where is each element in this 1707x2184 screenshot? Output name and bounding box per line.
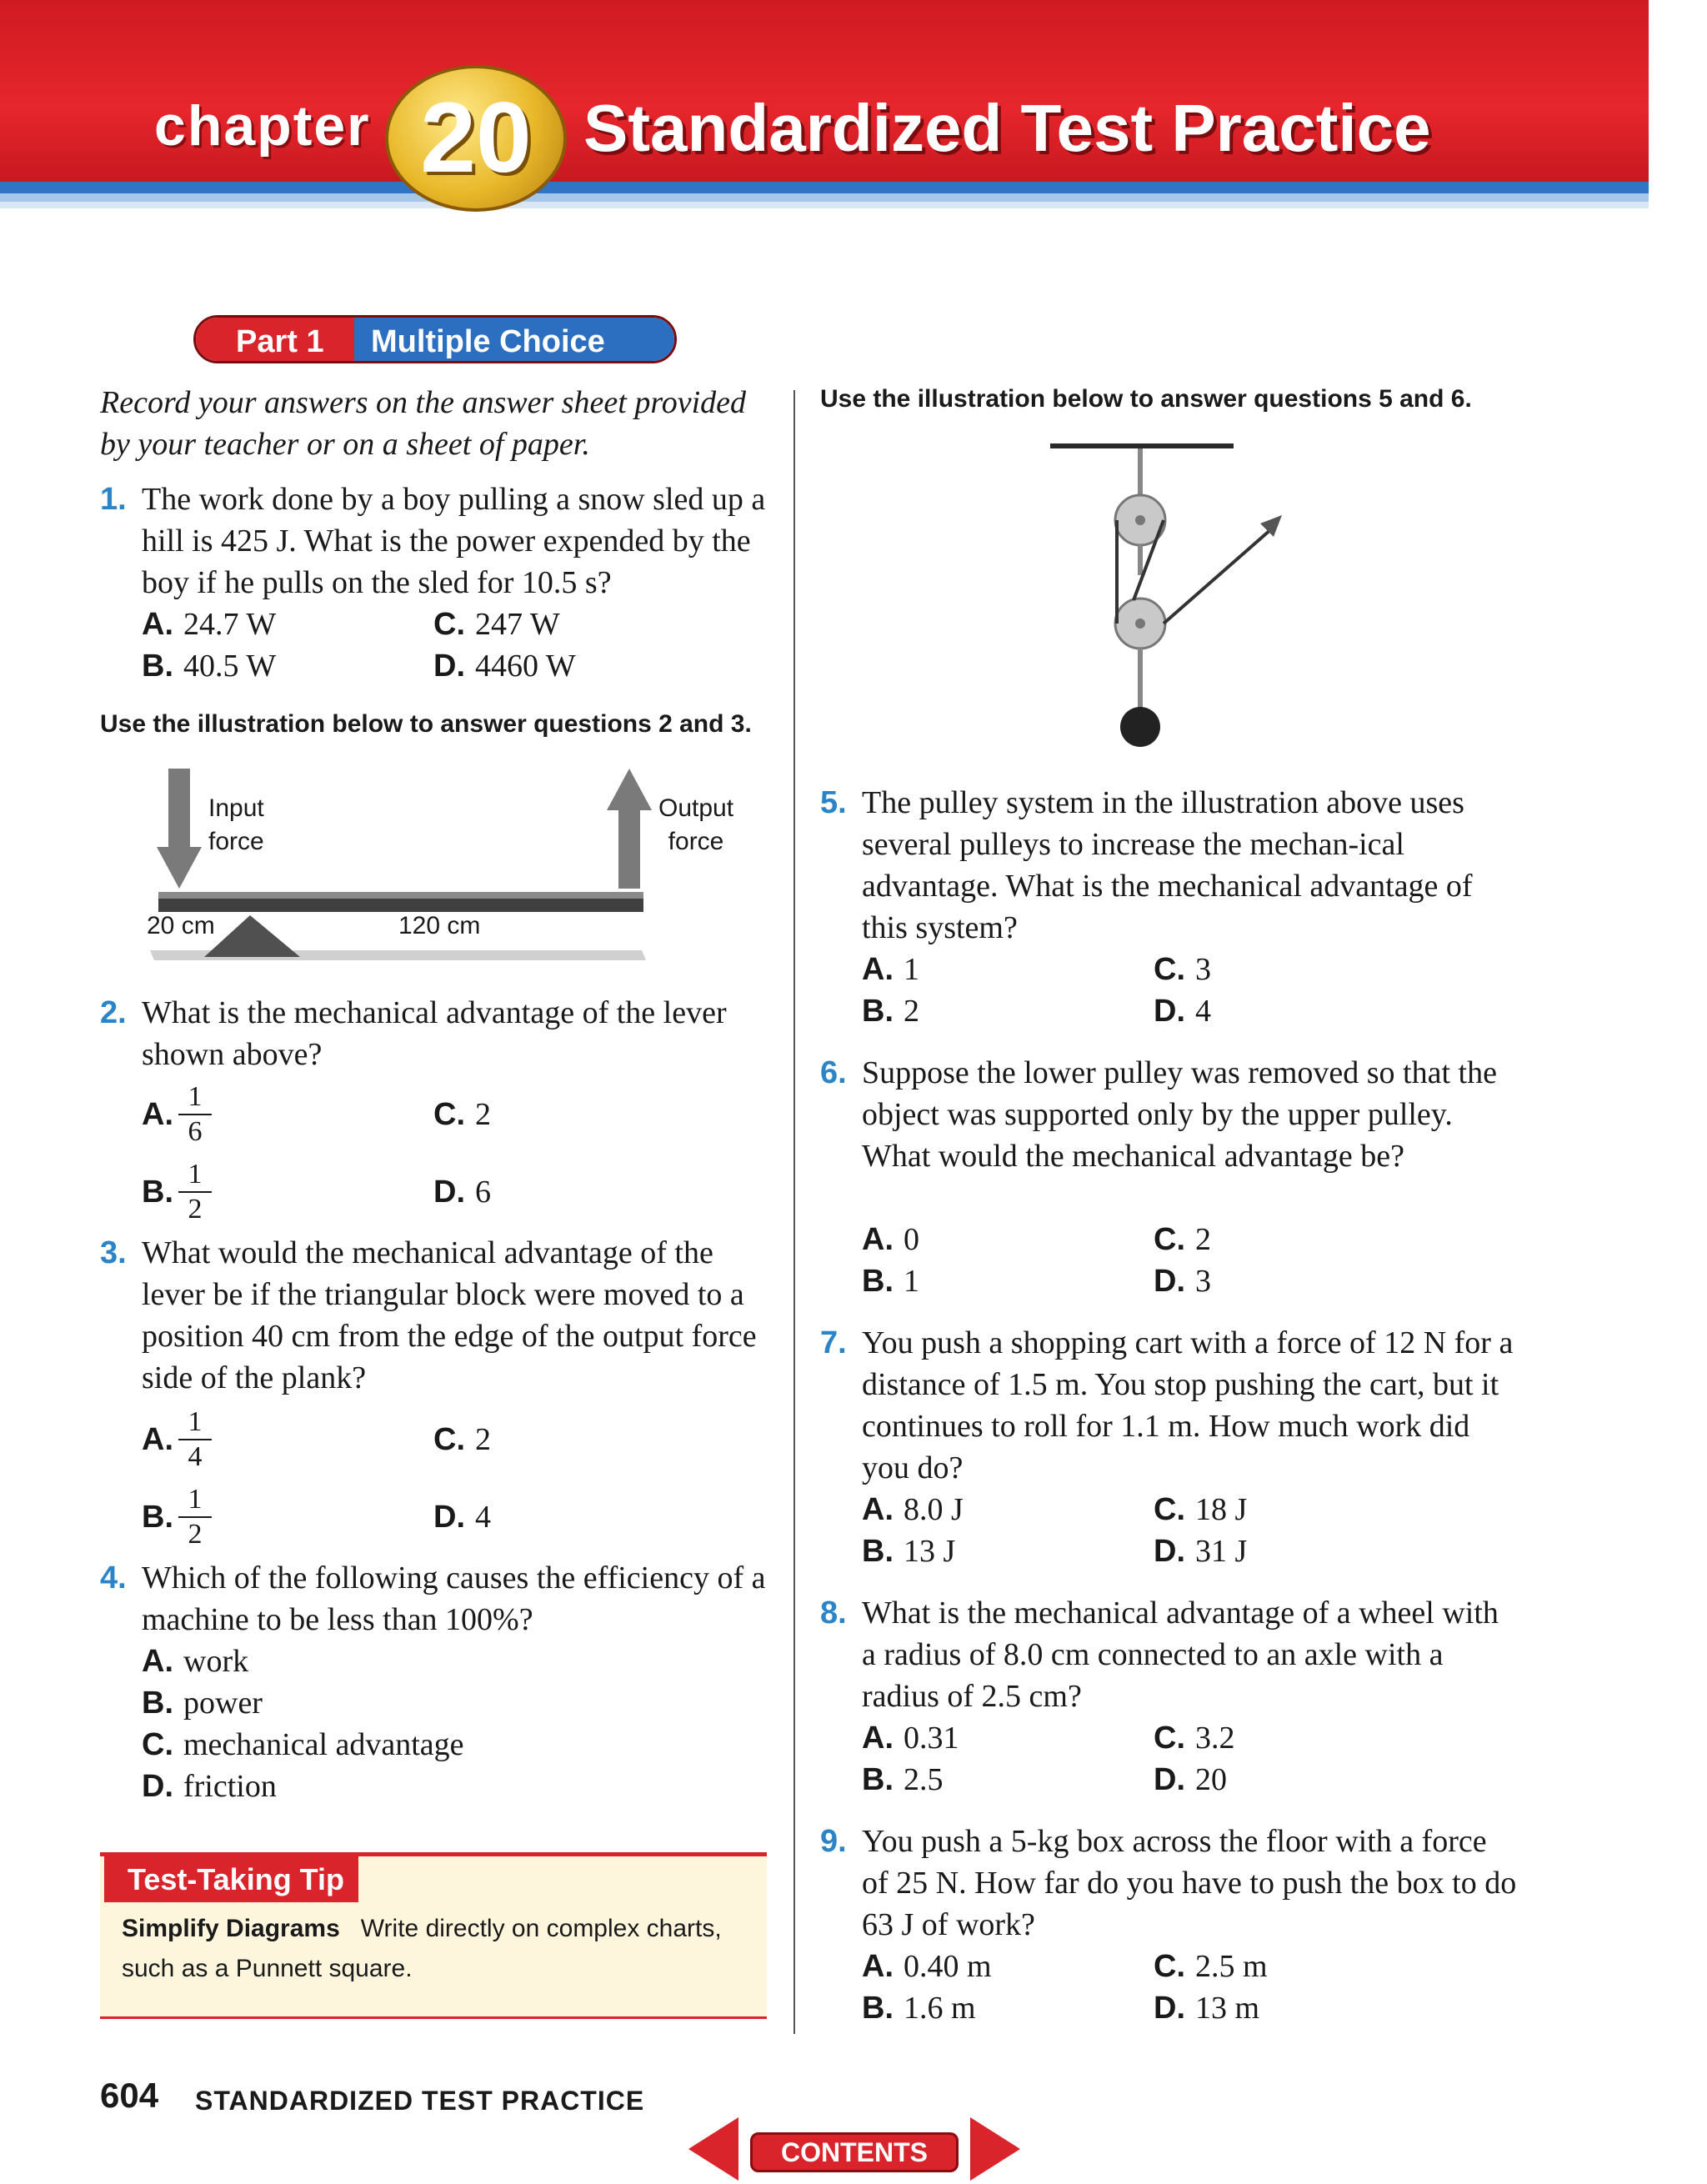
lever-plank-top — [158, 892, 643, 899]
option-b[interactable]: B. — [142, 1175, 173, 1210]
option-a[interactable]: A. 0.31 — [862, 1721, 959, 1756]
option-b[interactable]: B. 13 J — [862, 1534, 956, 1569]
part-title-box — [354, 318, 674, 361]
question-number: 5. — [820, 785, 847, 820]
distance-label-20: 20 cm — [147, 912, 215, 939]
option-d[interactable]: D. 31 J — [1154, 1534, 1248, 1569]
input-arrow-icon — [157, 847, 202, 889]
part-title: Multiple Choice — [371, 324, 605, 359]
question-text: Suppose the lower pulley was removed so that the object was supported only by the upper pulley. What would the mechanical advantage be? — [862, 1055, 1497, 1174]
option-c[interactable]: C. 18 J — [1154, 1492, 1248, 1527]
question-text: What is the mechanical advantage of the lever shown above? — [142, 995, 727, 1072]
question-number: 3. — [100, 1235, 127, 1270]
illustration-caption: Use the illustration below to answer questions 2 and 3. — [100, 710, 752, 738]
part-label-box — [196, 318, 354, 361]
option-d[interactable]: D. 4 — [1154, 994, 1211, 1029]
option-d[interactable]: D. 3 — [1154, 1264, 1211, 1299]
question-text: What would the mechanical advantage of the lever be if the triangular block were moved to a position 40 cm from the edge of the output force side of the plank? — [142, 1235, 757, 1395]
option-b[interactable]: B. 40.5 W — [142, 649, 277, 684]
question-number: 9. — [820, 1824, 847, 1859]
output-arrow-icon — [607, 769, 652, 810]
option-b[interactable]: B. 1 — [862, 1264, 919, 1299]
option-d[interactable]: D. friction — [142, 1769, 277, 1804]
option-c[interactable]: C. 247 W — [433, 607, 560, 642]
question-number: 2. — [100, 995, 127, 1030]
option-d[interactable]: D. 4460 W — [433, 649, 576, 684]
contents-button[interactable]: CONTENTS — [750, 2132, 959, 2172]
option-a[interactable]: A. 24.7 W — [142, 607, 277, 642]
option-a[interactable]: A. 8.0 J — [862, 1492, 964, 1527]
option-c[interactable]: C. 2.5 m — [1154, 1949, 1268, 1984]
question-text: The work done by a boy pulling a snow sled up a hill is 425 J. What is the power expended by the boy if he pulls on the sled for 10.5 s? — [142, 482, 766, 600]
ceiling-bar — [1050, 443, 1234, 448]
fraction-a: $\frac{1}{6}$ — [178, 1080, 212, 1149]
question-text: Which of the following causes the efficiency of a machine to be less than 100%? — [142, 1560, 766, 1637]
question-text: What is the mechanical advantage of a wheel with a radius of 8.0 cm connected to an axle with a radius of 2.5 cm? — [862, 1595, 1499, 1714]
chapter-word: chapter — [154, 94, 371, 158]
question-text: You push a shopping cart with a force of 12 N for a distance of 1.5 m. You stop pushing the cart, but it continues to roll for 1.1 m. How much work did you do? — [862, 1325, 1514, 1485]
rope-pull — [1164, 529, 1271, 624]
input-force-label: Input force — [208, 794, 264, 855]
option-c[interactable]: C. 2 — [433, 1097, 491, 1132]
fulcrum-block — [204, 915, 300, 957]
option-c[interactable]: C. mechanical advantage — [142, 1727, 464, 1762]
option-d[interactable]: D. 13 m — [1154, 1991, 1260, 2026]
question-number: 7. — [820, 1325, 847, 1360]
question-number: 4. — [100, 1560, 127, 1595]
option-d[interactable]: D. 20 — [1154, 1762, 1227, 1797]
fraction-b: $\frac{1}{2}$ — [178, 1483, 212, 1551]
option-b[interactable]: B. 2.5 — [862, 1762, 944, 1797]
upper-pulley-axle — [1135, 515, 1145, 525]
part-heading — [193, 315, 677, 363]
previous-page-arrow-icon[interactable] — [688, 2117, 738, 2181]
illustration-caption: Use the illustration below to answer questions 5 and 6. — [820, 385, 1472, 413]
option-a[interactable]: A. 1 — [862, 952, 919, 987]
next-page-arrow-icon[interactable] — [970, 2117, 1020, 2181]
option-b[interactable]: B. 2 — [862, 994, 919, 1029]
option-d[interactable]: D. 6 — [433, 1175, 491, 1210]
pulley-diagram — [1042, 433, 1309, 759]
option-b[interactable]: B. — [142, 1500, 173, 1535]
lower-pulley-axle — [1135, 619, 1145, 629]
question-text: The pulley system in the illustration above uses several pulleys to increase the mechan-ical advantage. What is the mechanical advantage of this system? — [862, 785, 1473, 945]
option-d[interactable]: D. 4 — [433, 1500, 491, 1535]
option-a[interactable]: A. 0 — [862, 1222, 919, 1257]
option-a[interactable]: A. — [142, 1422, 173, 1457]
footer-label: STANDARDIZED TEST PRACTICE — [195, 2086, 645, 2116]
distance-label-120: 120 cm — [398, 912, 481, 939]
tip-text: Write directly on complex charts, such as a Punnett square. — [122, 1915, 722, 1982]
option-c[interactable]: C. 2 — [433, 1422, 491, 1457]
page-title: Standardized Test Practice — [583, 91, 1431, 165]
chapter-number: 20 — [420, 82, 532, 193]
banner-stripe — [0, 202, 1649, 208]
page-number: 604 — [100, 2076, 159, 2115]
fraction-a: $\frac{1}{4}$ — [178, 1405, 212, 1474]
question-text: You push a 5-kg box across the floor with a force of 25 N. How far do you have to push the box to do 63 J of work? — [862, 1824, 1517, 1942]
question-number: 6. — [820, 1055, 847, 1090]
tip-body — [122, 1909, 738, 1989]
option-c[interactable]: C. 3.2 — [1154, 1721, 1235, 1756]
option-b[interactable]: B. power — [142, 1686, 263, 1721]
option-a[interactable]: A. work — [142, 1644, 249, 1679]
tip-tab: Test-Taking Tip — [104, 1856, 358, 1902]
lever-plank — [158, 899, 643, 912]
question-number: 1. — [100, 482, 127, 517]
output-force-label: Output force — [658, 794, 734, 855]
option-b[interactable]: B. 1.6 m — [862, 1991, 976, 2026]
instructions: Record your answers on the answer sheet provided by your teacher or on a sheet of paper. — [100, 385, 747, 462]
banner-stripe — [0, 182, 1649, 193]
option-a[interactable]: A. — [142, 1097, 173, 1132]
question-number: 8. — [820, 1595, 847, 1630]
option-c[interactable]: C. 3 — [1154, 952, 1211, 987]
column-divider — [793, 390, 795, 2034]
output-arrow-shaft — [618, 809, 640, 889]
banner-stripe — [0, 193, 1649, 202]
option-c[interactable]: C. 2 — [1154, 1222, 1211, 1257]
part-label: Part 1 — [236, 324, 324, 359]
input-arrow-shaft — [168, 769, 190, 849]
option-a[interactable]: A. 0.40 m — [862, 1949, 992, 1984]
hanging-weight — [1120, 707, 1160, 747]
fraction-b: $\frac{1}{2}$ — [178, 1158, 212, 1226]
tip-heading: Simplify Diagrams — [122, 1915, 340, 1942]
pull-arrow-icon — [1260, 515, 1282, 537]
